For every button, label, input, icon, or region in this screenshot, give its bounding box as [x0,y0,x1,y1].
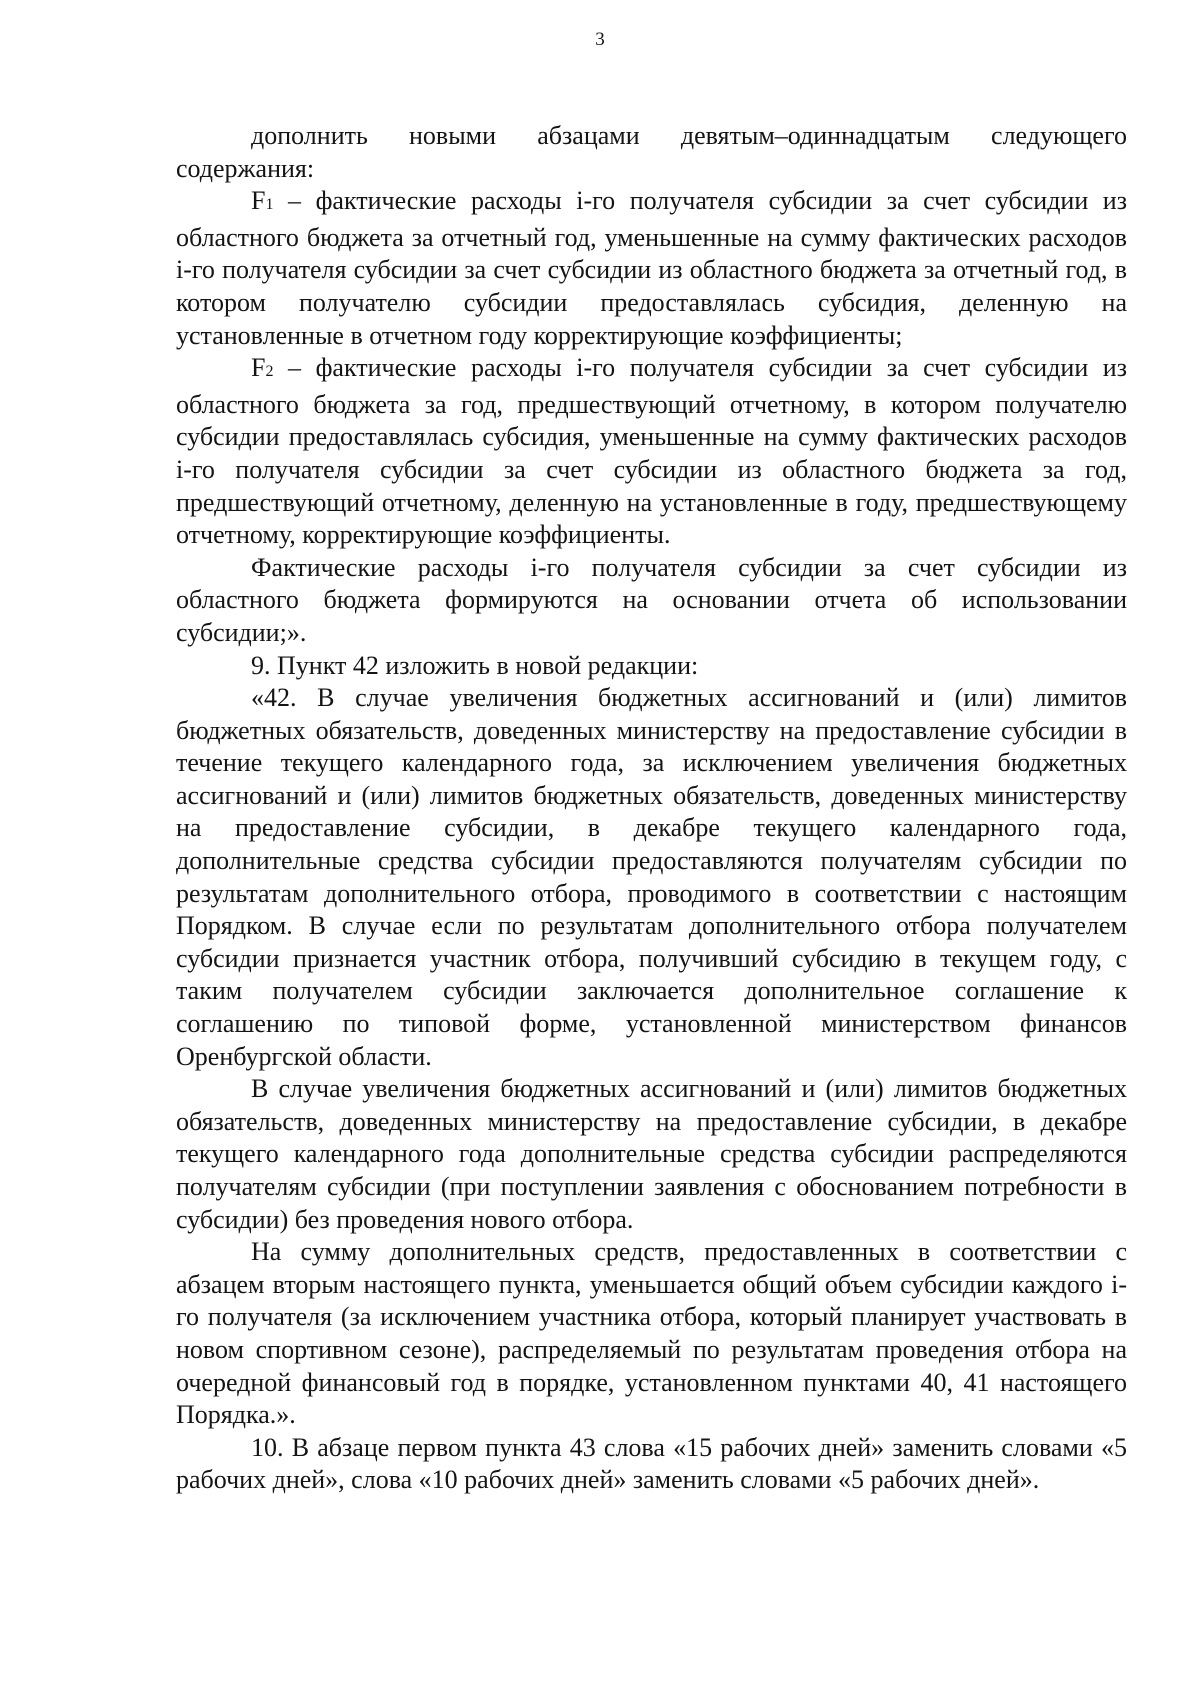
paragraph-definition-f2 [176,352,1127,552]
paragraph-text: дополнить новыми абзацами девятым–одиннадцатым следующего содержания: [176,121,1127,183]
paragraph-text: В случае увеличения бюджетных ассигнований и (или) лимитов бюджетных обязательств, доведенных министерству на предоставление субсидии, в декабре текущего календарного года дополнительные средства субсидии распределяются получателям субсидии (при поступлении заявления с обоснованием потребности в субсидии) без проведения нового отбора. [176,1074,1127,1234]
paragraph-text: – фактические расходы i-го получателя субсидии за счет субсидии из областного бюджета за отчетный год, уменьшенные на сумму фактических расходов i-го получателя субсидии за счет субсидии из областного бюджета за отчетный год, в котором получателю субсидии предоставлялась субсидия, деленную на установленные в отчетном году корректирующие коэффициенты; [176,186,1127,350]
paragraph-actual-expenses [176,552,1127,650]
paragraph-text: На сумму дополнительных средств, предоставленных в соответствии с абзацем вторым настоящего пункта, уменьшается общий объем субсидии каждого i-го получателя (за исключением участника отбора, который планирует участвовать в новом спортивном сезоне), распределяемый по результатам проведения отбора на очередной финансовый год в порядке, установленном пунктами 40, 41 настоящего Порядка.». [176,1237,1127,1430]
formula-subscript: 2 [265,363,274,381]
paragraph-definition-f1 [176,185,1127,352]
paragraph-clause-42-part-2 [176,1073,1127,1236]
paragraph-text: «42. В случае увеличения бюджетных ассигнований и (или) лимитов бюджетных обязательств, доведенных министерству на предоставление субсидии в течение текущего календарного года, за исключением увеличения бюджетных ассигнований и (или) лимитов бюджетных обязательств, доведенных министерству на предоставление субсидии, в декабре текущего календарного года, дополнительные средства субсидии предоставляются получателям субсидии по результатам дополнительного отбора, проводимого в соответствии с настоящим Порядком. В случае если по результатам дополнительного отбора получателем субсидии признается участник отбора, получивший субсидию в текущем году, с таким получателем субсидии заключается дополнительное соглашение к соглашению по типовой форме, установленной министерством финансов Оренбургской области. [176,683,1127,1071]
paragraph-clause-42 [176,682,1127,1073]
formula-symbol: F [251,186,266,216]
paragraph-text: 9. Пункт 42 изложить в новой редакции: [251,650,699,680]
paragraph-text: Фактические расходы i-го получателя субсидии за счет субсидии из областного бюджета формируются на основании отчета об использовании субсидии;». [176,552,1127,647]
page-number: 3 [595,29,605,50]
formula-subscript: 1 [265,196,274,214]
formula-symbol: F [251,353,266,383]
paragraph-amendment-intro [176,120,1127,185]
paragraph-text: – фактические расходы i-го получателя субсидии за счет субсидии из областного бюджета за год, предшествующий отчетному, в котором получателю субсидии предоставлялась субсидия, уменьшенные на сумму фактических расходов i-го получателя субсидии за счет субсидии из областного бюджета за год, предшествующий отчетному, деленную на установленные в году, предшествующему отчетному, корректирующие коэффициенты. [176,353,1127,550]
paragraph-clause-42-part-3 [176,1236,1127,1432]
paragraph-text: 10. В абзаце первом пункта 43 слова «15 рабочих дней» заменить словами «5 рабочих дней», слова «10 рабочих дней» заменить словами «5 рабочих дней». [176,1432,1127,1495]
paragraph-item-9 [176,650,1127,683]
document-body [176,120,1127,1497]
paragraph-item-10 [176,1432,1127,1497]
